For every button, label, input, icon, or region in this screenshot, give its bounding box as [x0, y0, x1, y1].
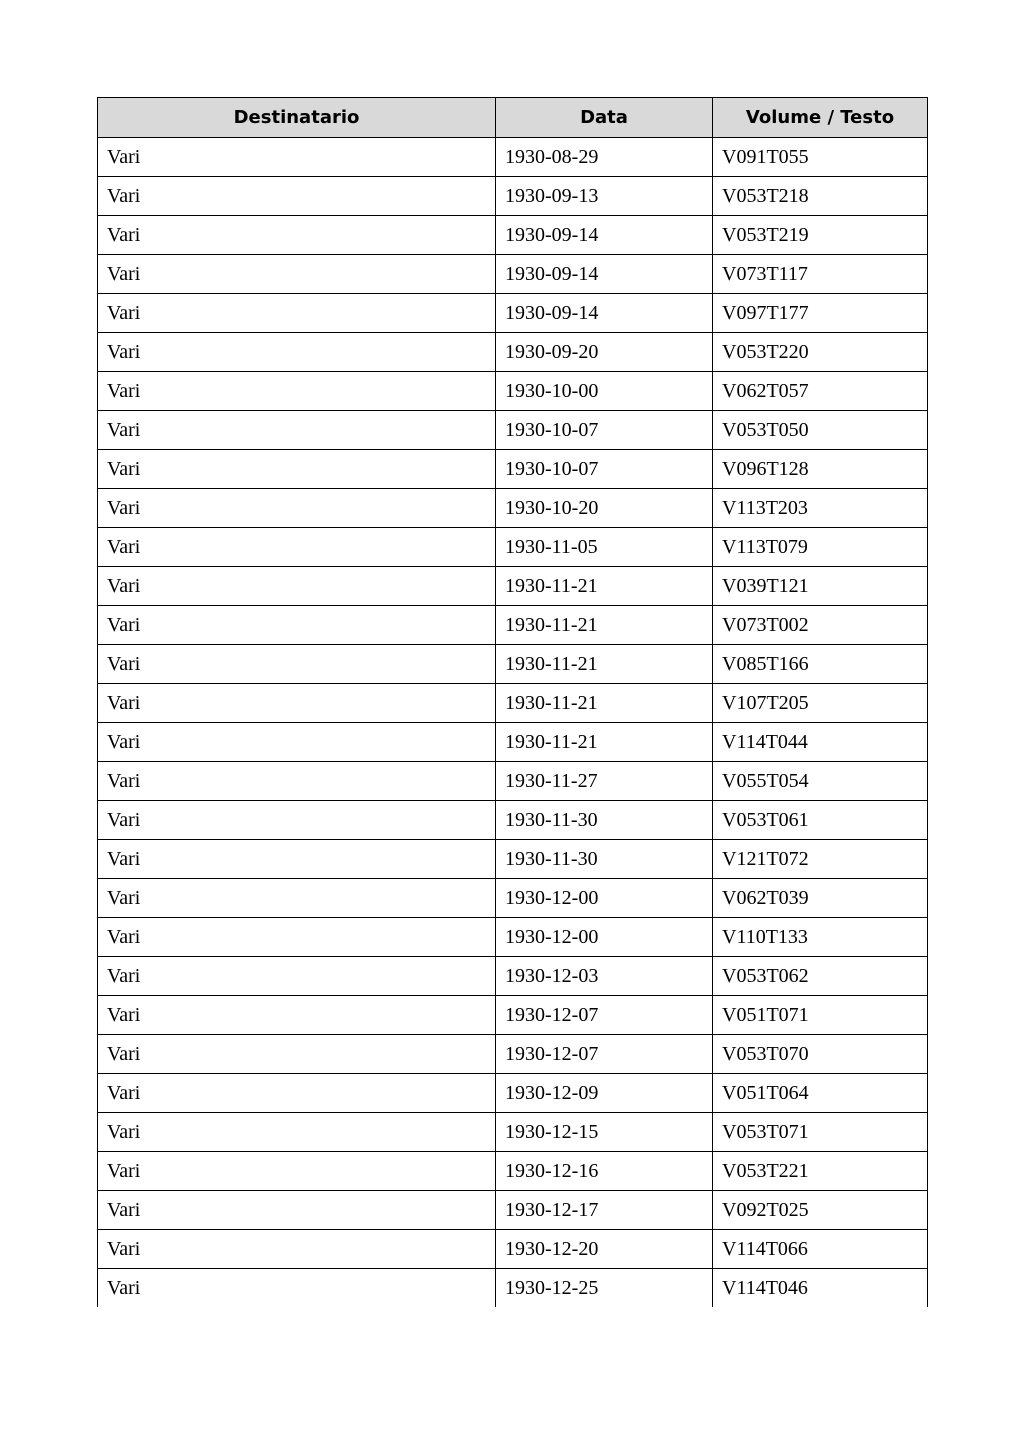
- cell-data: 1930-09-20: [496, 333, 713, 372]
- header-destinatario: Destinatario: [98, 98, 496, 138]
- cell-volume-testo: V053T062: [713, 957, 928, 996]
- table-header: [98, 98, 928, 138]
- cell-destinatario: Vari: [98, 1035, 496, 1074]
- cell-destinatario: Vari: [98, 333, 496, 372]
- table-row: [98, 528, 928, 567]
- table-row: [98, 1191, 928, 1230]
- table-row: [98, 138, 928, 177]
- cell-data: 1930-12-09: [496, 1074, 713, 1113]
- cell-data: 1930-09-14: [496, 216, 713, 255]
- table-row: [98, 606, 928, 645]
- table-row: [98, 684, 928, 723]
- cell-data: 1930-11-21: [496, 645, 713, 684]
- cell-data: 1930-12-16: [496, 1152, 713, 1191]
- cell-destinatario: Vari: [98, 645, 496, 684]
- table-row: [98, 840, 928, 879]
- cell-destinatario: Vari: [98, 801, 496, 840]
- cell-volume-testo: V055T054: [713, 762, 928, 801]
- table-row: [98, 216, 928, 255]
- cell-destinatario: Vari: [98, 450, 496, 489]
- cell-data: 1930-12-20: [496, 1230, 713, 1269]
- cell-destinatario: Vari: [98, 177, 496, 216]
- cell-volume-testo: V053T220: [713, 333, 928, 372]
- table-row: [98, 1074, 928, 1113]
- cell-volume-testo: V053T071: [713, 1113, 928, 1152]
- cell-volume-testo: V114T046: [713, 1269, 928, 1308]
- header-data: Data: [496, 98, 713, 138]
- table-row: [98, 333, 928, 372]
- cell-data: 1930-09-13: [496, 177, 713, 216]
- cell-volume-testo: V051T071: [713, 996, 928, 1035]
- table-row: [98, 1152, 928, 1191]
- cell-volume-testo: V053T221: [713, 1152, 928, 1191]
- cell-destinatario: Vari: [98, 489, 496, 528]
- table-row: [98, 567, 928, 606]
- cell-data: 1930-11-27: [496, 762, 713, 801]
- cell-destinatario: Vari: [98, 294, 496, 333]
- cell-volume-testo: V110T133: [713, 918, 928, 957]
- cell-data: 1930-08-29: [496, 138, 713, 177]
- cell-data: 1930-09-14: [496, 255, 713, 294]
- table-row: [98, 294, 928, 333]
- cell-data: 1930-10-07: [496, 450, 713, 489]
- cell-destinatario: Vari: [98, 528, 496, 567]
- header-volume-testo: Volume / Testo: [713, 98, 928, 138]
- table-row: [98, 879, 928, 918]
- cell-destinatario: Vari: [98, 372, 496, 411]
- cell-destinatario: Vari: [98, 957, 496, 996]
- cell-destinatario: Vari: [98, 918, 496, 957]
- cell-volume-testo: V113T203: [713, 489, 928, 528]
- cell-volume-testo: V113T079: [713, 528, 928, 567]
- cell-volume-testo: V121T072: [713, 840, 928, 879]
- table-row: [98, 1269, 928, 1308]
- cell-volume-testo: V062T057: [713, 372, 928, 411]
- cell-data: 1930-12-03: [496, 957, 713, 996]
- cell-destinatario: Vari: [98, 879, 496, 918]
- cell-data: 1930-11-30: [496, 801, 713, 840]
- cell-volume-testo: V051T064: [713, 1074, 928, 1113]
- cell-destinatario: Vari: [98, 606, 496, 645]
- cell-volume-testo: V107T205: [713, 684, 928, 723]
- cell-volume-testo: V039T121: [713, 567, 928, 606]
- cell-destinatario: Vari: [98, 1269, 496, 1308]
- header-row: [98, 98, 928, 138]
- cell-volume-testo: V053T061: [713, 801, 928, 840]
- cell-destinatario: Vari: [98, 996, 496, 1035]
- table-row: [98, 957, 928, 996]
- cell-data: 1930-11-21: [496, 567, 713, 606]
- cell-destinatario: Vari: [98, 567, 496, 606]
- cell-destinatario: Vari: [98, 1152, 496, 1191]
- cell-volume-testo: V073T002: [713, 606, 928, 645]
- cell-destinatario: Vari: [98, 840, 496, 879]
- cell-data: 1930-12-15: [496, 1113, 713, 1152]
- table-body: [98, 138, 928, 1308]
- cell-destinatario: Vari: [98, 1230, 496, 1269]
- cell-data: 1930-12-25: [496, 1269, 713, 1308]
- table-row: [98, 762, 928, 801]
- table-row: [98, 255, 928, 294]
- cell-volume-testo: V053T218: [713, 177, 928, 216]
- cell-data: 1930-09-14: [496, 294, 713, 333]
- table-row: [98, 918, 928, 957]
- correspondence-table: [97, 97, 928, 1307]
- cell-data: 1930-10-00: [496, 372, 713, 411]
- table-row: [98, 723, 928, 762]
- cell-data: 1930-10-07: [496, 411, 713, 450]
- cell-data: 1930-12-00: [496, 879, 713, 918]
- cell-destinatario: Vari: [98, 138, 496, 177]
- cell-destinatario: Vari: [98, 723, 496, 762]
- cell-volume-testo: V062T039: [713, 879, 928, 918]
- table-row: [98, 1035, 928, 1074]
- cell-data: 1930-11-21: [496, 684, 713, 723]
- cell-data: 1930-11-21: [496, 606, 713, 645]
- cell-destinatario: Vari: [98, 1113, 496, 1152]
- cell-destinatario: Vari: [98, 216, 496, 255]
- table-row: [98, 645, 928, 684]
- cell-volume-testo: V092T025: [713, 1191, 928, 1230]
- cell-data: 1930-12-07: [496, 1035, 713, 1074]
- cell-volume-testo: V114T066: [713, 1230, 928, 1269]
- cell-data: 1930-12-07: [496, 996, 713, 1035]
- table-row: [98, 996, 928, 1035]
- cell-volume-testo: V085T166: [713, 645, 928, 684]
- table-row: [98, 801, 928, 840]
- cell-destinatario: Vari: [98, 684, 496, 723]
- cell-volume-testo: V114T044: [713, 723, 928, 762]
- cell-volume-testo: V096T128: [713, 450, 928, 489]
- cell-destinatario: Vari: [98, 411, 496, 450]
- cell-data: 1930-11-05: [496, 528, 713, 567]
- cell-destinatario: Vari: [98, 1191, 496, 1230]
- cell-volume-testo: V053T219: [713, 216, 928, 255]
- cell-data: 1930-11-21: [496, 723, 713, 762]
- cell-destinatario: Vari: [98, 255, 496, 294]
- cell-volume-testo: V053T050: [713, 411, 928, 450]
- cell-data: 1930-12-17: [496, 1191, 713, 1230]
- table-row: [98, 1230, 928, 1269]
- cell-data: 1930-12-00: [496, 918, 713, 957]
- cell-volume-testo: V053T070: [713, 1035, 928, 1074]
- table-row: [98, 372, 928, 411]
- table-row: [98, 489, 928, 528]
- table-row: [98, 411, 928, 450]
- table-row: [98, 1113, 928, 1152]
- cell-destinatario: Vari: [98, 762, 496, 801]
- cell-volume-testo: V091T055: [713, 138, 928, 177]
- cell-destinatario: Vari: [98, 1074, 496, 1113]
- table-row: [98, 450, 928, 489]
- cell-data: 1930-10-20: [496, 489, 713, 528]
- cell-data: 1930-11-30: [496, 840, 713, 879]
- cell-volume-testo: V073T117: [713, 255, 928, 294]
- table-row: [98, 177, 928, 216]
- cell-volume-testo: V097T177: [713, 294, 928, 333]
